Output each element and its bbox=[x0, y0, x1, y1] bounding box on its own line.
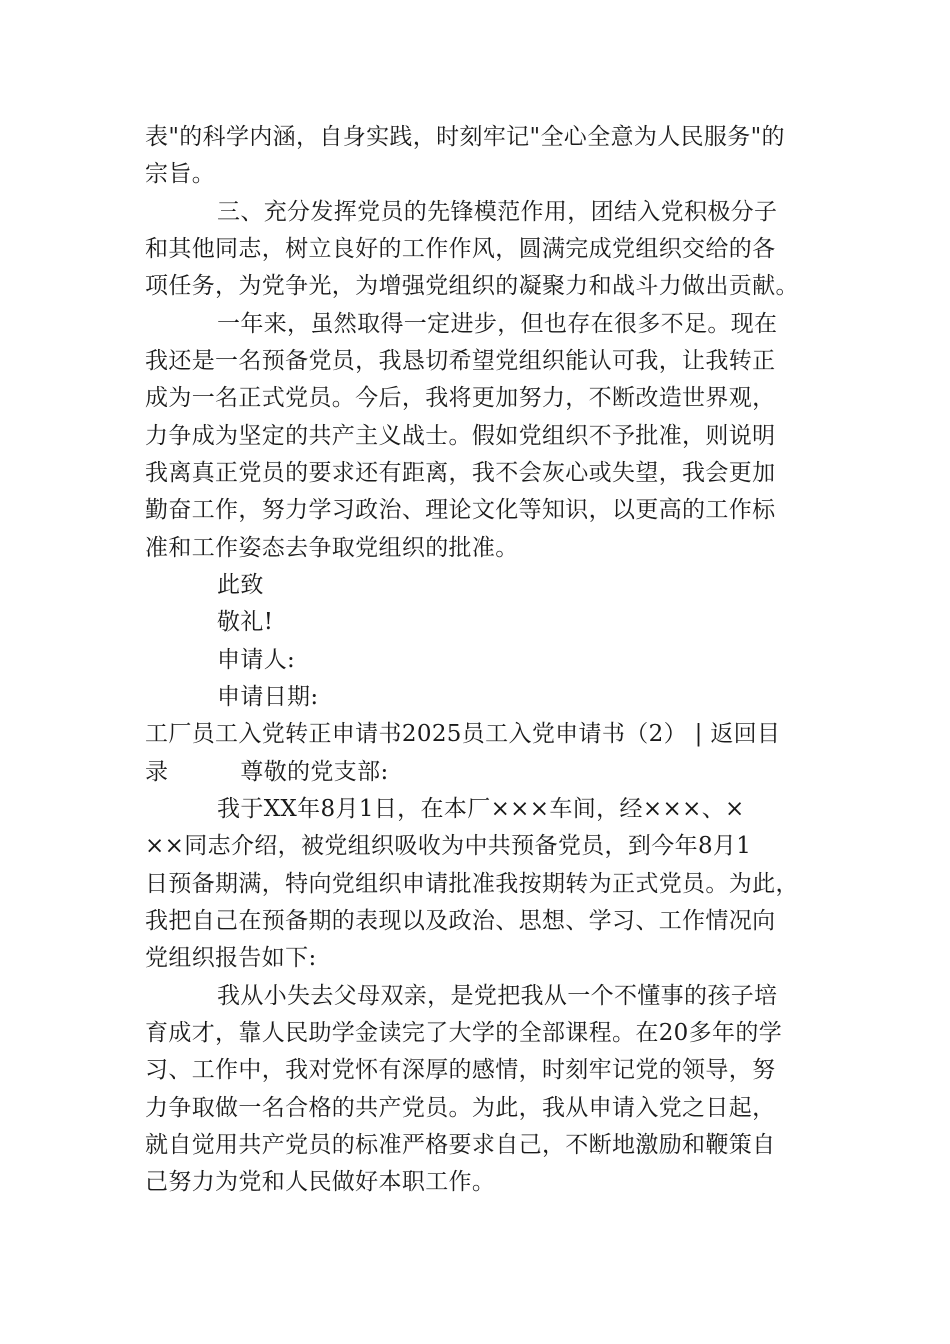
text-line: 我还是一名预备党员，我恳切希望党组织能认可我，让我转正 bbox=[145, 348, 776, 374]
text-line: 育成才，靠人民助学金读完了大学的全部课程。在20多年的学 bbox=[145, 1020, 783, 1046]
text-line: 宗旨。 bbox=[145, 161, 216, 187]
text-line: 此致 bbox=[217, 572, 264, 598]
text-line: 申请日期: bbox=[217, 684, 319, 710]
text-line: 和其他同志，树立良好的工作作风，圆满完成党组织交给的各 bbox=[145, 236, 776, 262]
text-line: 党组织报告如下: bbox=[145, 945, 317, 971]
text-line: 日预备期满，特向党组织申请批准我按期转为正式党员。为此， bbox=[145, 871, 799, 897]
text-line: 就自觉用共产党员的标准严格要求自己，不断地激励和鞭策自 bbox=[145, 1132, 776, 1158]
text-line: 申请人: bbox=[217, 647, 296, 673]
text-line: 准和工作姿态去争取党组织的批准。 bbox=[145, 535, 519, 561]
text-line: 项任务，为党争光，为增强党组织的凝聚力和战斗力做出贡献。 bbox=[145, 273, 799, 299]
salutation: 尊敬的党支部: bbox=[240, 759, 389, 785]
text-line: 成为一名正式党员。今后，我将更加努力，不断改造世界观， bbox=[145, 385, 776, 411]
text-line: 我把自己在预备期的表现以及政治、思想、学习、工作情况向 bbox=[145, 908, 776, 934]
text-line: 勤奋工作，努力学习政治、理论文化等知识，以更高的工作标 bbox=[145, 497, 776, 523]
text-line: 我于XX年8月1日，在本厂×××车间，经×××、× bbox=[217, 796, 745, 822]
text-line: 习、工作中，我对党怀有深厚的感情，时刻牢记党的领导，努 bbox=[145, 1057, 776, 1083]
text-line: 己努力为党和人民做好本职工作。 bbox=[145, 1169, 496, 1195]
toc-link-line-end[interactable] bbox=[145, 757, 389, 787]
text-line: 力争取做一名合格的共产党员。为此，我从申请入党之日起， bbox=[145, 1095, 776, 1121]
text-line: 三、充分发挥党员的先锋模范作用，团结入党积极分子 bbox=[217, 199, 778, 225]
text-line: 一年来，虽然取得一定进步，但也存在很多不足。现在 bbox=[217, 311, 778, 337]
text-line: 录 bbox=[145, 759, 169, 785]
text-line: 敬礼! bbox=[217, 609, 274, 635]
text-line: 力争成为坚定的共产主义战士。假如党组织不予批准，则说明 bbox=[145, 423, 776, 449]
text-line: 我离真正党员的要求还有距离，我不会灰心或失望，我会更加 bbox=[145, 460, 776, 486]
text-line: ××同志介绍，被党组织吸收为中共预备党员，到今年8月1 bbox=[145, 833, 752, 859]
text-line: 表"的科学内涵，自身实践，时刻牢记"全心全意为人民服务"的 bbox=[145, 124, 785, 150]
toc-link-line[interactable]: 工厂员工入党转正申请书2025员工入党申请书（2） | 返回目 bbox=[145, 721, 781, 747]
text-line: 我从小失去父母双亲，是党把我从一个不懂事的孩子培 bbox=[217, 983, 778, 1009]
